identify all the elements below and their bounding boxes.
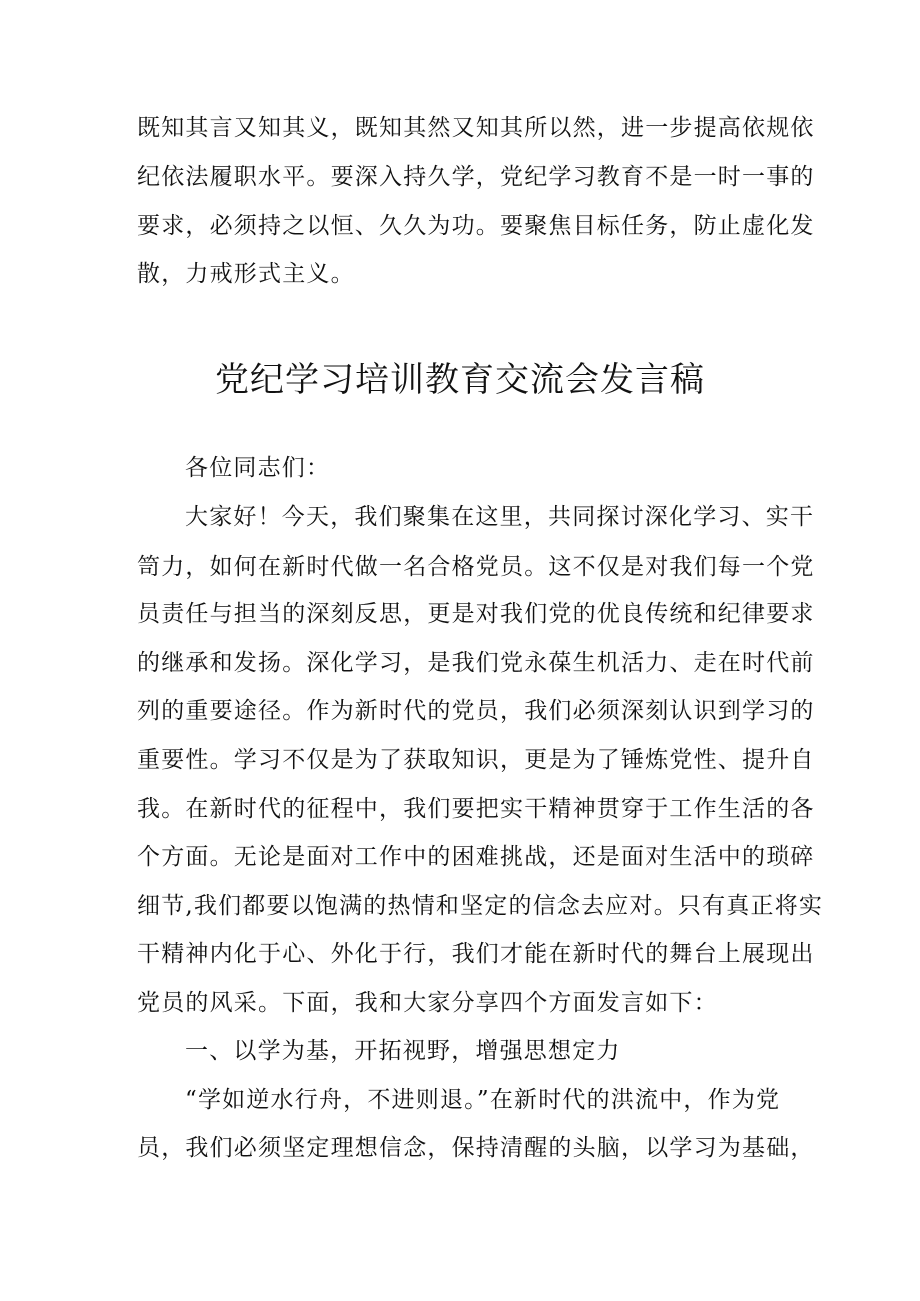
paragraph1-line-2: 笥力，如何在新时代做一名合格党员。这不仅是对我们每一个党 <box>137 554 815 580</box>
paragraph1-line-6: 重要性。学习不仅是为了获取知识，更是为了锤炼党性、提升自 <box>137 747 815 773</box>
paragraph2-line-1: “学如逆水行舟，不进则退。”在新时代的洪流中，作为党 <box>185 1087 781 1113</box>
paragraph1-line-4: 的继承和发扬。深化学习，是我们党永葆生机活力、走在时代前 <box>137 650 815 676</box>
paragraph1-line-9: 细节,我们都要以饱满的热情和坚定的信念去应对。只有真正将实 <box>137 893 824 919</box>
salutation: 各位同志们： <box>185 455 331 481</box>
paragraph1-line-8: 个方面。无论是面对工作中的困难挑战，还是面对生活中的琐碎 <box>137 844 815 870</box>
paragraph1-line-11: 党员的风采。下面，我和大家分享四个方面发言如下： <box>137 990 718 1016</box>
paragraph1-line-1: 大家好！今天，我们聚集在这里，共同探讨深化学习、实干 <box>185 504 815 530</box>
paragraph1-line-5: 列的重要途径。作为新时代的党员，我们必须深刻认识到学习的 <box>137 698 815 724</box>
paragraph1-line-10: 干精神内化于心、外化于行，我们才能在新时代的舞台上展现出 <box>137 941 815 967</box>
paragraph1-line-7: 我。在新时代的征程中，我们要把实干精神贯穿于工作生活的各 <box>137 796 815 822</box>
document-title: 党纪学习培训教育交流会发言稿 <box>215 360 705 400</box>
continuation-line-4: 散，力戒形式主义。 <box>137 261 355 287</box>
section-heading-1: 一、以学为基，开拓视野，增强思想定力 <box>185 1038 621 1064</box>
continuation-line-2: 纪依法履职水平。要深入持久学，党纪学习教育不是一时一事的 <box>137 164 815 190</box>
continuation-line-3: 要求，必须持之以恒、久久为功。要聚焦目标任务，防止虚化发 <box>137 213 815 239</box>
continuation-line-1: 既知其言又知其义，既知其然又知其所以然，进一步提高依规依 <box>137 115 815 141</box>
paragraph1-line-3: 员责任与担当的深刻反思，更是对我们党的优良传统和纪律要求 <box>137 601 815 627</box>
paragraph2-line-2: 员，我们必须坚定理想信念，保持清醒的头脑，以学习为基础， <box>137 1135 815 1161</box>
